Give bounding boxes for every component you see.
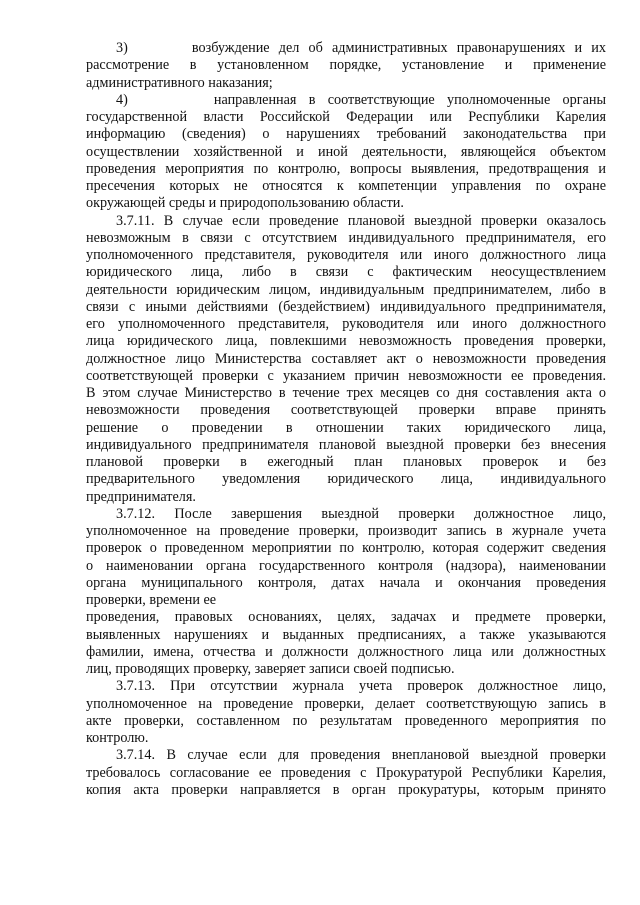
text-line: 3.7.13. При отсутствии журнала учета проверок должностное лицо, [116, 678, 606, 695]
text-line: осуществлении хозяйственной и иной деятельности, являющейся объектом [86, 143, 606, 160]
paragraph-p3713 [86, 678, 606, 747]
text-line: соответствующей проверки с указанием причин невозможности ее проведения. [86, 367, 606, 384]
paragraph-item4 [86, 92, 606, 213]
text-line: уполномоченного представителя, руководителя или иного должностного лица [86, 247, 606, 263]
text-line: лиц, проводящих проверку, заверяет записи своей подписью. [86, 661, 455, 677]
paragraph-item3 [86, 40, 606, 92]
text-line: уполномоченное на проведение проверки, делает соответствующую запись в [86, 695, 606, 712]
text-line: лица юридического лица, повлекшими невозможность проведения проверки, [86, 333, 606, 350]
text-line: его уполномоченного представителя, руководителя или иного должностного [86, 316, 606, 332]
text-line: о наименовании органа государственного контроля (надзора), наименовании [86, 557, 606, 574]
text-line: В этом случае Министерство в течение трех месяцев со дня составления акта о [86, 385, 606, 401]
text-line: решение о проведении в отношении таких юридического лица, [86, 419, 606, 436]
text-line: окружающей среды и природопользованию области. [86, 195, 404, 212]
text-line: должностное лицо Министерства составляет акт о невозможности проведения [86, 350, 606, 367]
text-line: 4) направленная в соответствующие уполномоченные органы [116, 91, 606, 108]
text-line: копия акта проверки направляется в орган прокуратуры, которым принято [86, 781, 606, 798]
text-line: невозможным в связи с отсутствием индивидуального предпринимателя, его [86, 229, 606, 246]
text-line: 3) возбуждение дел об административных правонарушениях и их [116, 40, 606, 56]
text-line: связи с иными действиями (бездействием) индивидуального предпринимателя, [86, 298, 606, 315]
document-page [86, 40, 606, 799]
text-line: требовалось согласование ее проведения с Прокуратурой Республики Карелия, [86, 764, 606, 781]
text-line: информацию (сведения) о нарушениях требований законодательства при [86, 126, 606, 143]
text-line: предварительного уведомления юридического лица, индивидуального [86, 471, 606, 488]
text-line: 3.7.12. После завершения выездной проверки должностное лицо, [116, 505, 606, 522]
text-line: индивидуального предпринимателя плановой выездной проверки без внесения [86, 436, 606, 453]
text-line: предпринимателя. [86, 488, 196, 505]
text-line: уполномоченное на проведение проверки, производит запись в журнале учета [86, 523, 606, 539]
text-line: 3.7.11. В случае если проведение плановой выездной проверки оказалось [116, 212, 606, 229]
text-line: контролю. [86, 730, 149, 746]
text-line: государственной власти Российской Федерации или Республики Карелия [86, 109, 606, 125]
text-line: выявленных нарушениях и выданных предписаниях, а также указываются [86, 626, 606, 643]
text-line: административного наказания; [86, 74, 273, 91]
text-line: юридического лица, либо в связи с фактическим неосуществлением [86, 264, 606, 281]
paragraph-p3714 [86, 747, 606, 799]
text-line: органа муниципального контроля, датах начала и окончания проведения [86, 574, 606, 591]
text-line: проведения, правовых основаниях, целях, задачах и предмете проверки, [86, 609, 606, 626]
text-line: пресечения которых не относятся к компетенции управления по охране [86, 178, 606, 194]
text-line: деятельности юридическим лицом, индивидуальным предпринимателем, либо в [86, 281, 606, 298]
text-line: фамилии, имена, отчества и должности должностного лица или должностных [86, 643, 606, 660]
text-line: акте проверки, составленном по результатам проведенного мероприятия по [86, 712, 606, 729]
text-line: 3.7.14. В случае если для проведения внеплановой выездной проверки [116, 747, 606, 764]
paragraph-p3712 [86, 506, 606, 679]
paragraph-p3711 [86, 213, 606, 506]
text-line: плановой проверки в ежегодный план плановых проверок и без [86, 454, 606, 470]
text-line: невозможности проведения соответствующей проверки вправе принять [86, 402, 606, 419]
text-line: проверки, времени ее [86, 592, 217, 608]
text-line: проверок о проведенном мероприятии по контролю, которая содержит сведения [86, 540, 606, 557]
text-line: рассмотрение в установленном порядке, установление и применение [86, 57, 606, 74]
text-line: проведения мероприятия по контролю, вопросы выявления, предотвращения и [86, 160, 606, 177]
